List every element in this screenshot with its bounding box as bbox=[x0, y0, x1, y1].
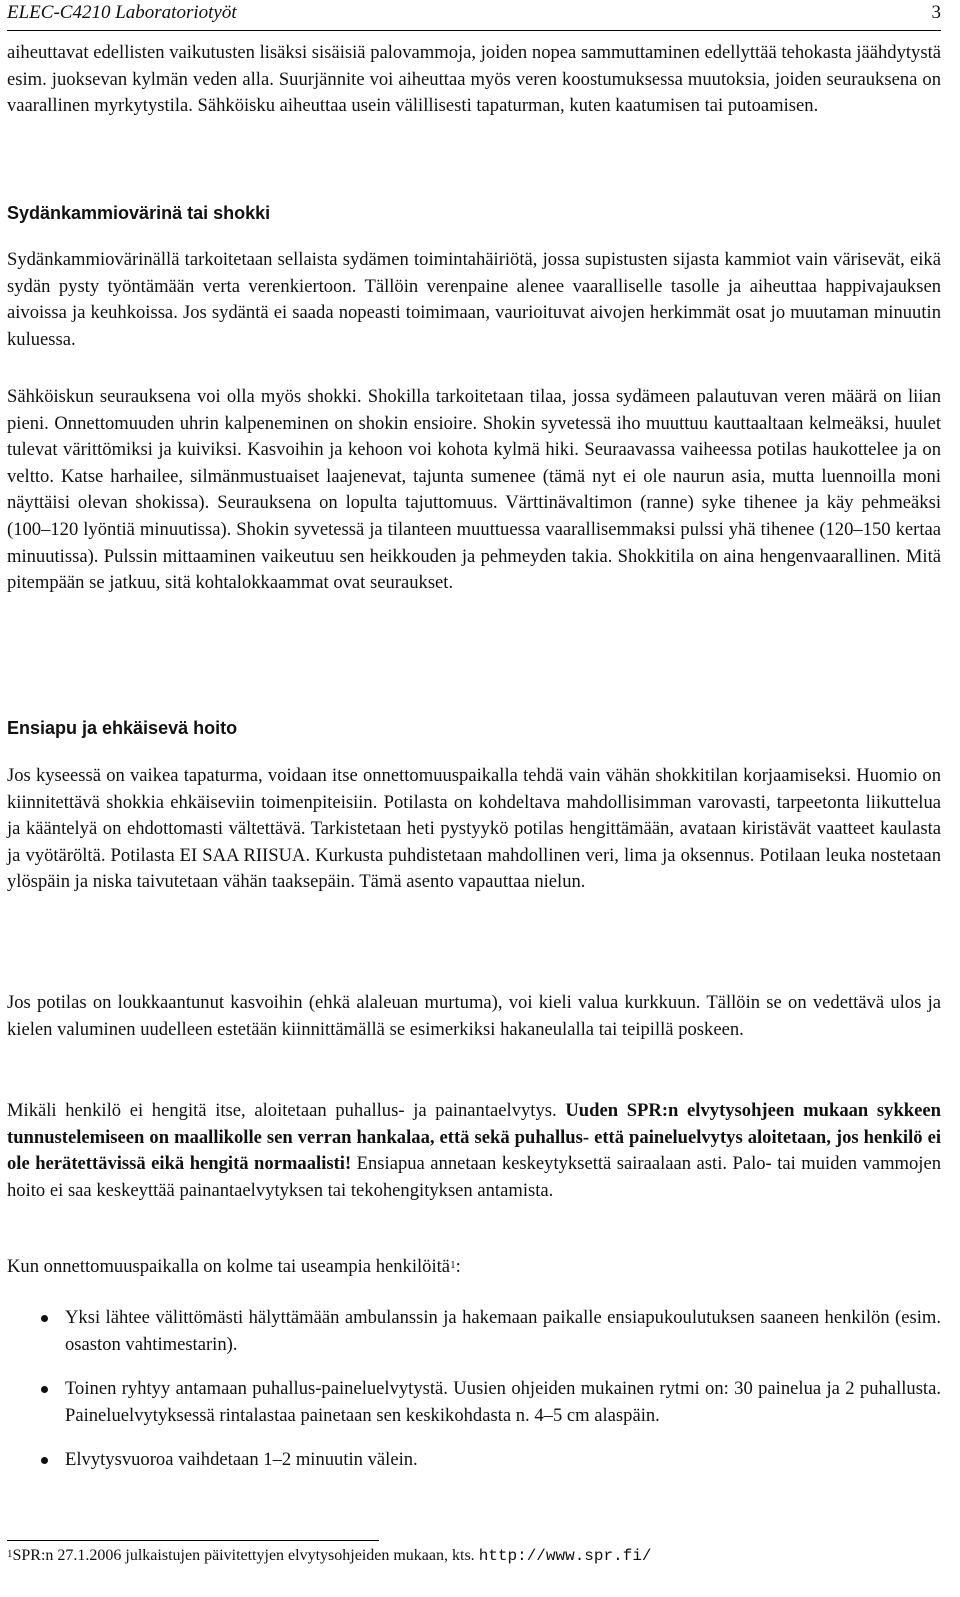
page-number: 3 bbox=[931, 2, 941, 23]
footnote-mark: 1 bbox=[7, 1548, 13, 1560]
section-heading-fibrillation: Sydänkammiovärinä tai shokki bbox=[7, 203, 271, 223]
page-header bbox=[7, 2, 941, 26]
list-item-text: Elvytysvuoroa vaihdetaan 1–2 minuutin välein. bbox=[65, 1449, 418, 1471]
list-intro bbox=[7, 1254, 941, 1281]
list-item-text: Toinen ryhtyy antamaan puhallus-paineluelvytystä. Uusien ohjeiden mukainen rytmi on: 30 painelua ja 2 puhallusta. Paineluelvytyksessä rintalastaa painetaan sen keskikohdasta n. 4–5 cm alaspäin. bbox=[65, 1378, 941, 1426]
footnote bbox=[7, 1546, 652, 1566]
paragraph-cpr bbox=[7, 1098, 941, 1204]
bullet-list bbox=[7, 1305, 941, 1492]
footnote-divider bbox=[7, 1540, 379, 1541]
bullet-icon bbox=[41, 1315, 48, 1322]
cpr-bold-note: Uuden SPR:n elvytysohjeen mukaan sykkeen tunnustelemiseen on maallikolle sen verran hankalaa, että sekä puhallus- että paineluelvytys aloitetaan, jos henkilö ei ole herätettävissä eikä hengitä normaalisti! bbox=[7, 1100, 941, 1175]
header-divider bbox=[7, 30, 941, 31]
list-item bbox=[7, 1447, 941, 1474]
cpr-lead: Mikäli henkilö ei hengitä itse, aloitetaan puhallus- ja painantaelvytys. bbox=[7, 1100, 557, 1121]
section-heading-first-aid: Ensiapu ja ehkäisevä hoito bbox=[7, 718, 238, 738]
list-intro-colon: : bbox=[455, 1256, 461, 1277]
course-title: ELEC-C4210 Laboratoriotyöt bbox=[7, 2, 237, 23]
paragraph-shock: Sähköiskun seurauksena voi olla myös shokki. Shokilla tarkoitetaan tilaa, jossa sydämeen palautuvan veren määrä on liian pieni. Onnettomuuden uhrin kalpeneminen on shokin ensioire. Shokin syvetessä iho muuttuu kauttaaltaan kelmeäksi, huulet tulevat värittömiksi ja kuiviksi. Kasvoihin ja kehoon voi kohota kylmä hiki. Seuraavassa vaiheessa potilas haukottelee ja on veltto. Katse harhailee, silmänmustuaiset laajenevat, tajunta sumenee (tämä nyt ei ole naurun asia, mutta luennoilla moni näyttäisi olevan shokissa). Seurauksena on lopulta tajuttomuus. Värttinävaltimon (ranne) syke tihenee ja käy pehmeäksi (100–120 lyöntiä minuutissa). Shokin syvetessä ja tilanteen muuttuessa vaarallisemmaksi pulssi yhä tihenee (120–150 kertaa minuutissa). Pulssin mittaaminen vaikeutuu sen heikkouden ja pehmeyden takia. Shokkitila on aina hengenvaarallinen. Mitä pitempään se jatkuu, sitä kohtalokkaammat ovat seuraukset. bbox=[7, 386, 941, 594]
intro-paragraph: aiheuttavat edellisten vaikutusten lisäksi sisäisiä palovammoja, joiden nopea sammuttaminen edellyttää tehokasta jäähdytystä esim. juoksevan kylmän veden alla. Suurjännite voi aiheuttaa myös veren koostumuksessa muutoksia, joiden seurauksena on vaarallinen myrkytystila. Sähköisku aiheuttaa usein välillisesti tapaturman, kuten kaatumisen tai putoamisen. bbox=[7, 42, 941, 117]
list-item bbox=[7, 1305, 941, 1358]
list-item bbox=[7, 1376, 941, 1429]
footnote-reference: 1 bbox=[450, 1259, 456, 1271]
paragraph-first-aid: Jos kyseessä on vaikea tapaturma, voidaan itse onnettomuuspaikalla tehdä vain vähän shokkitilan korjaamiseksi. Huomio on kiinnitettävä shokkia ehkäiseviin toimenpiteisiin. Potilasta on kohdeltava mahdollisimman varovasti, tarpeetonta liikuttelua ja kääntelyä on ehdottomasti vältettävä. Tarkistetaan heti pystyykö potilas hengittämään, avataan kiristävät vaatteet kaulasta ja vyötäröltä. Potilasta EI SAA RIISUA. Kurkusta puhdistetaan mahdollinen veri, lima ja oksennus. Potilaan leuka nostetaan ylöspäin ja niska taivutetaan vähän taaksepäin. Tämä asento vapauttaa nielun. bbox=[7, 765, 941, 893]
bullet-icon bbox=[41, 1386, 48, 1393]
list-item-text: Yksi lähtee välittömästi hälyttämään ambulanssin ja hakemaan paikalle ensiapukoulutuksen saaneen henkilön (esim. osaston vahtimestarin). bbox=[65, 1307, 941, 1355]
list-intro-text: Kun onnettomuuspaikalla on kolme tai useampia henkilöitä bbox=[7, 1256, 451, 1277]
footnote-link[interactable]: http://www.spr.fi/ bbox=[478, 1547, 652, 1565]
paragraph-fibrillation: Sydänkammiovärinällä tarkoitetaan sellaista sydämen toimintahäiriötä, jossa supistusten sijasta kammiot vain värisevät, eikä sydän pysty työntämään verta verenkiertoon. Tällöin verenpaine alenee vaaralliselle tasolle ja aiheuttaa happivajauksen aivoissa ja keuhkoissa. Jos sydäntä ei saada nopeasti toimimaan, vaurioituvat aivojen herkimmät osat jo muutaman minuutin kuluessa. bbox=[7, 249, 941, 350]
bullet-icon bbox=[41, 1457, 48, 1464]
paragraph-tongue: Jos potilas on loukkaantunut kasvoihin (ehkä alaleuan murtuma), voi kieli valua kurkkuun. Tällöin se on vedettävä ulos ja kielen valuminen uudelleen estetään kiinnittämällä se esimerkiksi hakaneulalla tai teipillä poskeen. bbox=[7, 992, 941, 1040]
cpr-tail: Ensiapua annetaan keskeytyksettä sairaalaan asti. Palo- tai muiden vammojen hoito ei saa keskeyttää painantaelvytyksen tai tekohengityksen antamista. bbox=[7, 1153, 942, 1201]
footnote-text: SPR:n 27.1.2006 julkaistujen päivitettyjen elvytysohjeiden mukaan, kts. bbox=[12, 1547, 475, 1564]
